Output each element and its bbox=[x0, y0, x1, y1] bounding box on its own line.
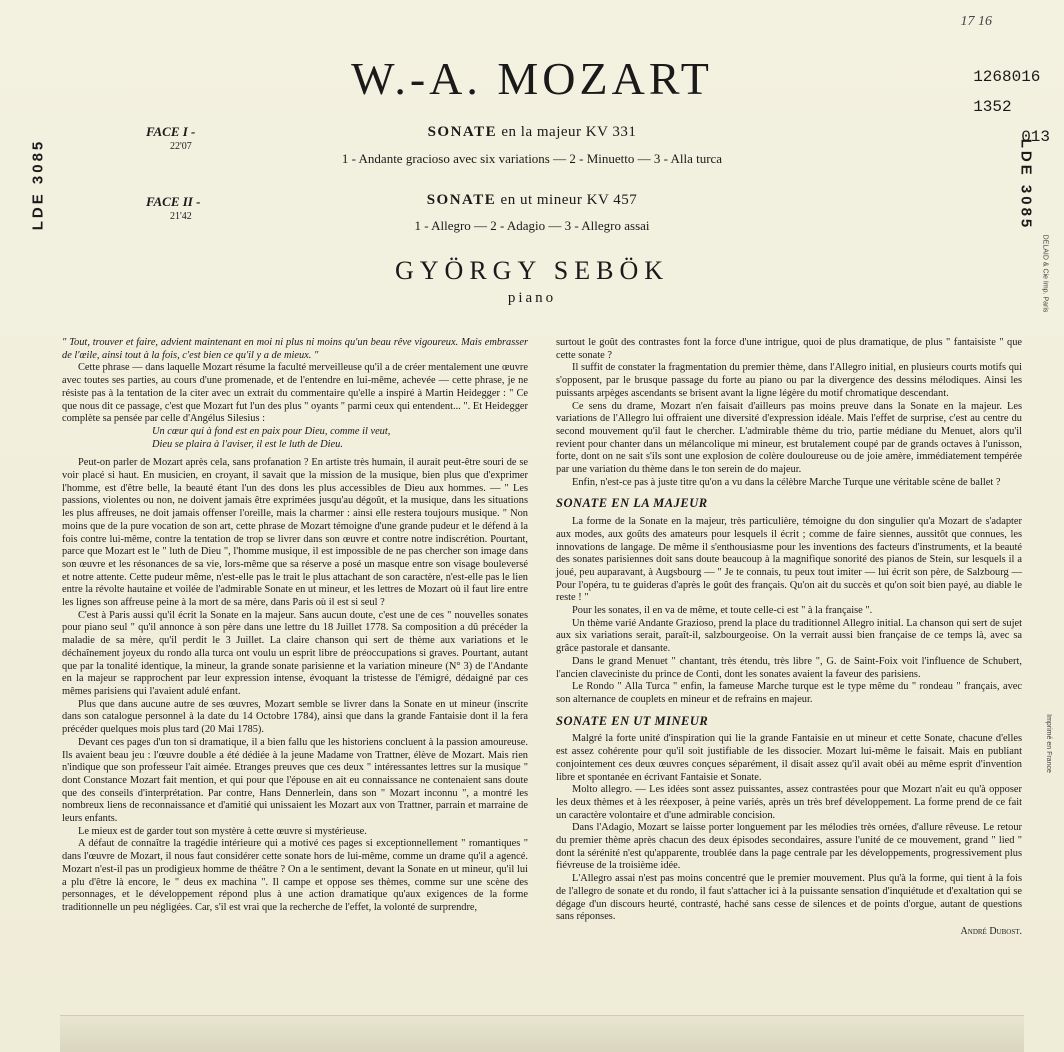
paragraph: Le mieux est de garder tout son mystère à cette œuvre si mystérieuse. bbox=[78, 825, 367, 837]
section-heading-la-majeur: SONATE EN LA MAJEUR bbox=[556, 496, 708, 511]
opening-quote: " Tout, trouver et faire, advient maintenant en moi ni plus ni moins qu'un beau rêve vigoureux. Mais embrasser de l'œile, ainsi tout à la fois, c'est bien ce qu'il y a de mieux. " bbox=[62, 337, 528, 361]
side-label-right: LDE 3085 bbox=[1017, 138, 1035, 231]
made-in-note: Imprimé en France bbox=[1045, 714, 1053, 773]
paragraph: Le Rondo " Alla Turca " enfin, la fameuse Marche turque est le type même du " rondeau " français, avec son alternance de couplets en mineur et de refrains en majeur. bbox=[556, 681, 1022, 705]
composer-title: W.-A. MOZART bbox=[351, 53, 713, 104]
paragraph: Dans l'Adagio, Mozart se laisse porter longuement par les mélodies très ornées, d'allure rêveuse. Le retour du premier thème après chacun des deux épisodes secondaires, assure l'unité de ce mouvement, grand " lied " dont la sérénité n'est qu'apparente, troublée dans la page centrale par les développements, progressivement plus fiévreuse de la troisième idée. bbox=[556, 822, 1022, 872]
paragraph: Un thème varié Andante Grazioso, prend la place du traditionnel Allegro initial. La chanson qui sert de sujet aux six variations serait, paraît-il, salzbourgeoise. On la verrait aussi bien française de ce temps là, avec sa grâce pastorale et dansante. bbox=[556, 617, 1022, 655]
catalog-number-1: 1268016 bbox=[973, 68, 1041, 86]
face-2-duration: 21'42 bbox=[170, 211, 192, 222]
paragraph: Devant ces pages d'un ton si dramatique, il a bien fallu que les historiens concluent à la passion amoureuse. Ils avaient beau jeu : l'œuvre double a été dédiée à la jeune Madame von Trattner, élève de Mozart. Mais rien n'indique que son professeur l'ait aimée. Etranges preuves que ces deux " intéressantes lettres sur la musique " dont Constance Mozart fait mention, et qui pour que l'épouse en ait eu connaissance ne contenaient sans doute que des conseils d'interprétation. Par contre, Hans Dennerlein, dans son " Mozart inconnu ", a montré les nombreux liens de reconnaissance et d'amitié qui unissaient les Mozart aux von Trattner, parrain et marraine de leurs enfants. bbox=[62, 736, 528, 825]
paragraph: Molto allegro. — Les idées sont assez puissantes, assez contrastées pour que Mozart n'ait eu qu'à opposer les deux thèmes et à les réexposer, à peine variés, après un très bref développement. La forme prend de ce fait un caractère volontaire et d'une admirable concision. bbox=[556, 784, 1022, 821]
face-1-sonata-word: SONATE bbox=[427, 124, 498, 140]
paragraph: Il suffit de constater la fragmentation du premier thème, dans l'Allegro initial, en plusieurs courts motifs qui s'opposent, par le brusque passage du forte au piano ou par la divergence des dessins mélodiques. Ainsi les puissants arpèges ascendants se brisent avant la ligne légère du motif chromatique descendant. bbox=[556, 362, 1022, 399]
paragraph: Malgré la forte unité d'inspiration qui lie la grande Fantaisie en ut mineur et cette Sonate, chacune d'elles est assez cohérente pour qu'il soit justifiable de les dissocier. Mozart lui-même le faisait. Mais en publiant conjointement ces deux œuvres conçues séparément, il disait assez qu'il avait obéi au même esprit d'invention libre et spontanée en écrivant Fantaisie et Sonate. bbox=[556, 733, 1022, 783]
paragraph: C'est à Paris aussi qu'il écrit la Sonate en la majeur. Sans aucun doute, c'est une de ces " nouvelles sonates pour piano seul " qu'il annonce à son père dans une lettre du 18 Juillet 1778. Sa composition a dû précéder la maladie de sa mère, qu'il perdit le 3 Juillet. La claire chanson qui sert de thème aux variations et le déchaînement joyeux du rondo alla turca ont voulu un esprit libre de préoccupations si graves. Pourtant, autant que par la tonalité identique, la mineur, la grande sonate parisienne et la variation mineure (N° 3) de l'Andante en la majeur se rapprochent par leur expression intense, évoquant la tristesse de l'émigré, dédaigné par ces mêmes parisiens qui l'avaient adulé enfant. bbox=[62, 609, 528, 697]
handwritten-note: 17 16 bbox=[960, 14, 992, 29]
printer-note: DELAID & Cie Imp. Paris bbox=[1041, 234, 1049, 313]
face-1-label: FACE I - bbox=[146, 124, 196, 139]
paragraph: L'Allegro assai n'est pas moins concentré que le premier mouvement. Plus qu'à la forme, qui tient à la fois de l'allegro de sonate et du rondo, il faut s'attacher ici à la puissante sensation d'inquiétude et d'exaltation qui se dégage d'un discours heurté, contrasté, haché sans cesse de silences et de points d'orgue, autant de questions sans réponses. bbox=[556, 873, 1022, 923]
face-2-movements: 1 - Allegro — 2 - Adagio — 3 - Allegro assai bbox=[414, 218, 650, 233]
face-2-sonata bbox=[0, 192, 1064, 209]
section-heading-ut-mineur: SONATE EN UT MINEUR bbox=[556, 713, 709, 728]
paragraph: La forme de la Sonate en la majeur, très particulière, témoigne du don singulier qu'a Mozart de s'adapter aux modes, aux goûts des amateurs pour lesquels il écrit ; comme de faire siennes, aussitôt que connues, les innovations de langage. De même il s'enthousiasme pour les inventions des facteurs d'instruments, et la beauté des sonates parisiennes doit sans doute beaucoup à la magnifique sonorité des pianos de Stein, sur lesquels il a joué, peu auparavant, à Augsbourg — " Je te connais, tu peux tout imiter — lui écrit son père, de Salzbourg — Pour l'opéra, tu te guideras d'après le goût des français. Qu'on ait du succès et qu'on soit bien payé, au diable le reste ! " bbox=[556, 516, 1022, 604]
paragraph: Dans le grand Menuet " chantant, très étendu, très libre ", G. de Saint-Foix voit l'influence de Schubert, l'ancien claveciniste du prince de Conti, dont les sonates avaient la faveur des parisiens. bbox=[556, 655, 1022, 680]
paragraph: Cette phrase — dans laquelle Mozart résume la faculté merveilleuse qu'il a de créer mentalement une œuvre avec toutes ses parties, au cours d'une promenade, et de l'entendre en lui-même, achevée — cette phrase, je ne résiste pas à la tentation de la citer avec un extrait du commentaire qu'elle a inspiré à Martin Heidegger : " Ce que nous dit ce passage, c'est que Mozart fut l'un des plus " oyants " parmi ceux qui entendent... ". Et Heidegger complète sa pensée par celle d'Angélus Silesius : bbox=[62, 362, 528, 425]
performer-name: GYÖRGY SEBÖK bbox=[395, 256, 669, 285]
face-1-movements: 1 - Andante gracioso avec six variations — 2 - Minuetto — 3 - Alla turca bbox=[341, 151, 723, 166]
catalog-number-3: 013 bbox=[1021, 128, 1050, 146]
paragraph: Pour les sonates, il en va de même, et toute celle-ci est " à la française ". bbox=[572, 605, 873, 617]
face-1-duration: 22'07 bbox=[170, 141, 192, 152]
instrument: piano bbox=[507, 290, 557, 306]
sleeve-bottom-edge bbox=[60, 1015, 1024, 1052]
face-2-sonata-key: en ut mineur KV 457 bbox=[496, 192, 638, 208]
paragraph: Peut-on parler de Mozart après cela, sans profanation ? En artiste très humain, il aurait peut-être souri de se voir placé si haut. En musicien, en croyant, il savait que la mission de la musique, bien plus que d'exprimer l'homme, est d'être belle, la beauté étant l'un des dons les plus accessibles de Dieu aux hommes. — " Les passions, violentes ou non, ne doivent jamais être exprimées jusqu'au dégoût, et la musique, dans les situations les plus affreuses, ne doit jamais offenser l'oreille, mais la charmer : ainsi elle restera toujours musique. " Non moins que de la pure vocation de son art, cette phrase de Mozart témoigne d'une grande pudeur et le défend à la fois contre lui-même, contre la tentation de trop se livrer dans son œuvre et contre notre indiscrétion. Pourtant, parce que Mozart est le " luth de Dieu ", l'homme musique, il est impossible de ne pas chercher son image dans son œuvre et les résonances de sa vie, lors-même que sa réserve a posé un masque entre son visage bouleversé et notre attente. Cette pudeur même, n'est-elle pas le trait le plus attachant de son caractère, n'est-elle pas le lien entre la révolte hautaine et voilée de l'admirable Sonate en ut mineur, et les lettres de Mozart où il faut lire entre les lignes son affreuse peine à la mort de sa mère, dans Paris où il est si seul ? bbox=[62, 457, 528, 609]
side-label-left: LDE 3085 bbox=[29, 138, 47, 231]
face-2-sonata-word: SONATE bbox=[426, 192, 497, 208]
author-signature: André Dubost. bbox=[960, 925, 1022, 937]
face-2-label: FACE II - bbox=[146, 194, 201, 209]
liner-notes-right bbox=[556, 337, 1022, 939]
paragraph: A défaut de connaître la tragédie intérieure qui a motivé ces pages si exceptionnellement " romantiques " dans l'œuvre de Mozart, il nous faut considérer cette sonate hors de lui-même, comme un drame qu'il a agencé. Mozart n'est-il pas un prodigieux homme de théâtre ? On a le sentiment, devant la Sonate en ut mineur, qu'il lui a plu d'être là encore, le " deus ex machina ". Il campe et oppose ses thèmes, comme sur une scène des personnages, et le développement répond plus à une action dramatique qu'aux exigences de la forme traditionnelle un peu négligées. Car, s'il est vrai que la recherche de l'effet, la volonté de surprendre, bbox=[62, 838, 528, 913]
face-1-sonata bbox=[0, 124, 1064, 141]
paragraph: Enfin, n'est-ce pas à juste titre qu'on a vu dans la célèbre Marche Turque une véritable scène de ballet ? bbox=[572, 476, 1001, 488]
verse-line: Dieu se plaira à l'aviser, il est le luth de Dieu. bbox=[152, 438, 343, 450]
catalog-number-2: 1352 bbox=[973, 98, 1012, 116]
verse-line: Un cœur qui à fond est en paix pour Dieu, comme il veut, bbox=[152, 425, 391, 437]
liner-notes-left bbox=[62, 337, 528, 915]
paragraph: Ce sens du drame, Mozart n'en faisait d'ailleurs pas moins preuve dans la Sonate en la majeur. Les variations de l'Allegro lui offraient une diversité d'expression idéale. Mais l'effet de surprise, c'est au centre du second mouvement qu'il faut le chercher. L'admirable thème du trio, partie médiane du Menuet, alors qu'il revient pour chanter dans un mélancolique mi mineur, est brutalement coupé par de grands octaves à l'unisson, forte, dont on ne sait s'ils sont une explosion de colère douloureuse ou de joie amère, immédiatement tempérée par une variation du thème dans le ton serein de do majeur. bbox=[556, 400, 1022, 476]
face-1-sonata-key: en la majeur KV 331 bbox=[497, 124, 637, 140]
paragraph: surtout le goût des contrastes font la force d'une intrigue, quoi de plus dramatique, de plus " fantaisiste " que cette sonate ? bbox=[556, 337, 1022, 361]
paragraph: Plus que dans aucune autre de ses œuvres, Mozart semble se livrer dans la Sonate en ut mineur (inscrite dans son catalogue personnel à la date du 14 Octobre 1784), ainsi que dans la grande Fantaisie dont il la fera précéder quelques mois plus tard (20 Mai 1785). bbox=[62, 698, 528, 736]
